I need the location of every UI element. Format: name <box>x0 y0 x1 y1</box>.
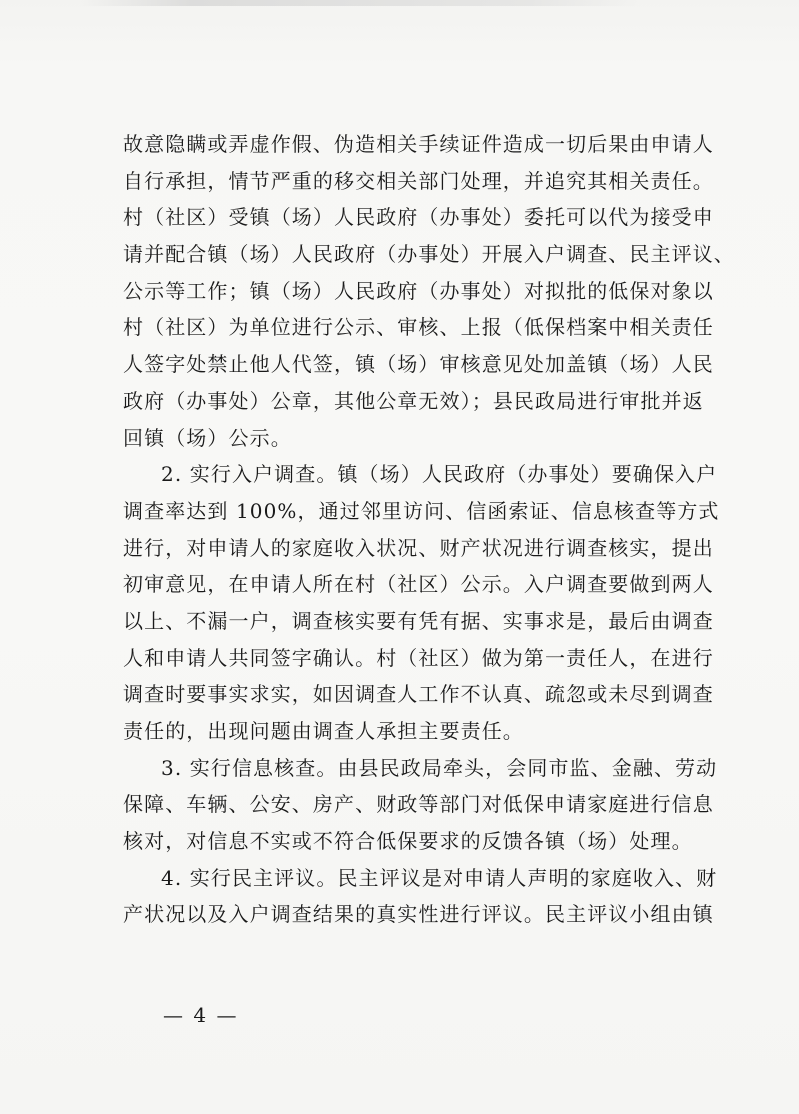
text-line: 产状况以及入户调查结果的真实性进行评议。民主评议小组由镇 <box>123 902 714 927</box>
text-line: 3. 实行信息核查。由县民政局牵头，会同市监、金融、劳动 <box>161 755 718 780</box>
text-line: 保障、车辆、公安、房产、财政等部门对低保申请家庭进行信息 <box>123 792 714 817</box>
text-line: 调查时要事实求实，如因调查人工作不认真、疏忽或未尽到调查 <box>123 682 714 707</box>
text-line: 回镇（场）公示。 <box>123 425 292 450</box>
text-line: 村（社区）受镇（场）人民政府（办事处）委托可以代为接受申 <box>123 205 714 230</box>
text-line: 调查率达到 100%，通过邻里访问、信函索证、信息核查等方式 <box>123 498 720 523</box>
text-line: 政府（办事处）公章，其他公章无效）；县民政局进行审批并返 <box>123 388 704 413</box>
text-line: 故意隐瞒或弄虚作假、伪造相关手续证件造成一切后果由申请人 <box>123 132 714 156</box>
text-line: 以上、不漏一户，调查核实要有凭有据、实事求是，最后由调查 <box>123 608 714 633</box>
text-line: 请并配合镇（场）人民政府（办事处）开展入户调查、民主评议、 <box>123 242 735 267</box>
text-line: 4. 实行民主评议。民主评议是对申请人声明的家庭收入、财 <box>161 865 718 890</box>
text-line: 核对，对信息不实或不符合低保要求的反馈各镇（场）处理。 <box>123 829 693 854</box>
scan-edge <box>80 0 640 6</box>
text-line: 人签字处禁止他人代签，镇（场）审核意见处加盖镇（场）人民 <box>123 352 714 377</box>
text-line: 人和申请人共同签字确认。村（社区）做为第一责任人，在进行 <box>123 645 714 670</box>
body-text <box>123 126 735 933</box>
text-line: 责任的，出现问题由调查人承担主要责任。 <box>123 719 524 743</box>
text-line: 公示等工作；镇（场）人民政府（办事处）对拟批的低保对象以 <box>123 278 714 303</box>
text-line: 2. 实行入户调查。镇（场）人民政府（办事处）要确保入户 <box>161 462 718 487</box>
page-number: — 4 — <box>163 1003 239 1027</box>
text-line: 村（社区）为单位进行公示、审核、上报（低保档案中相关责任 <box>123 315 714 340</box>
text-line: 进行，对申请人的家庭收入状况、财产状况进行调查核实，提出 <box>123 535 714 560</box>
text-line: 自行承担，情节严重的移交相关部门处理，并追究其相关责任。 <box>123 168 714 193</box>
text-line: 初审意见，在申请人所在村（社区）公示。入户调查要做到两人 <box>123 572 714 597</box>
